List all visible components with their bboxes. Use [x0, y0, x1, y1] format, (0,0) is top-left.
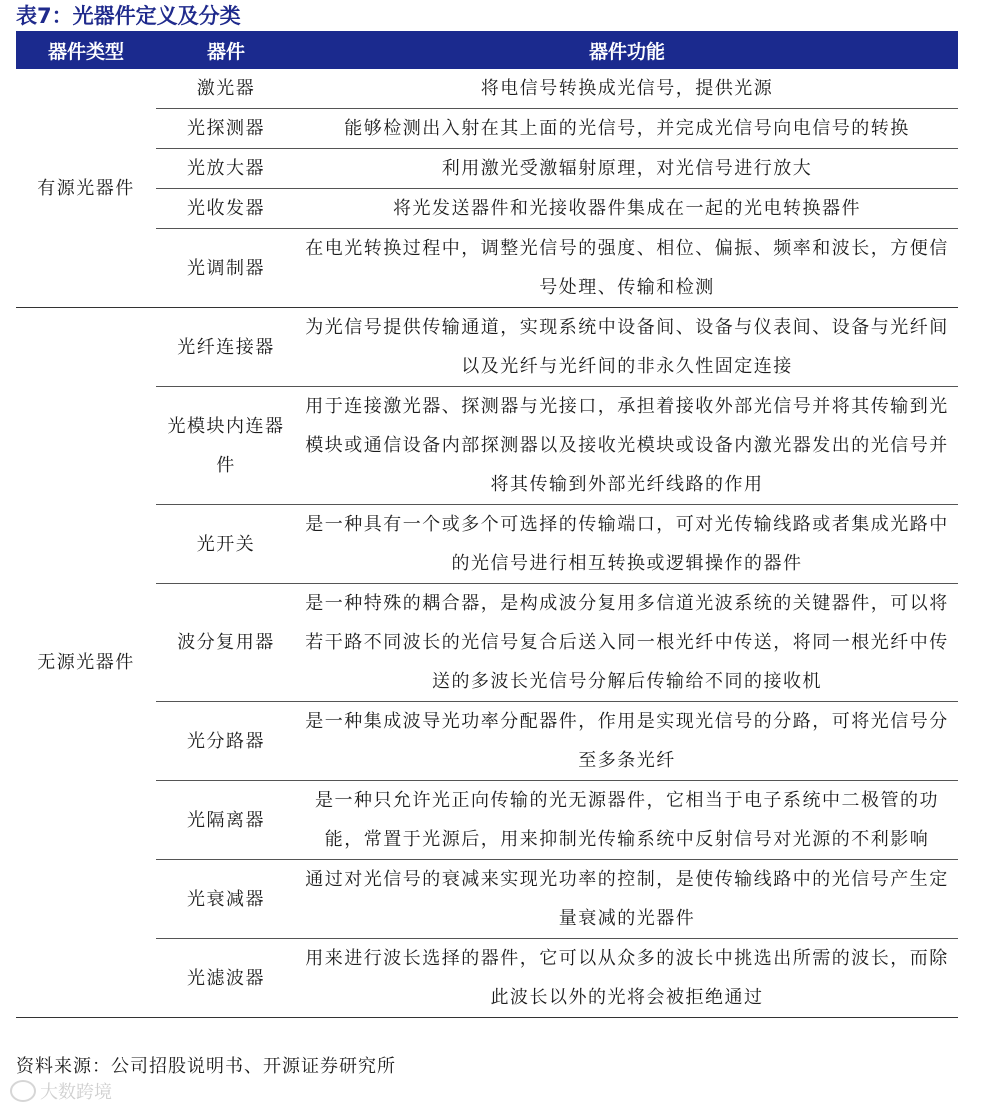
table-row [16, 387, 958, 505]
device-function-cell: 是一种只允许光正向传输的光无源器件，它相当于电子系统中二极管的功能，常置于光源后，用来抑制光传输系统中反射信号对光源的不利影响 [296, 781, 958, 860]
table-row [16, 308, 958, 387]
device-function-cell: 是一种具有一个或多个可选择的传输端口，可对光传输线路或者集成光路中的光信号进行相互转换或逻辑操作的器件 [296, 505, 958, 584]
device-function-cell: 将电信号转换成光信号，提供光源 [296, 69, 958, 109]
watermark-text: 大数跨境 [40, 1082, 112, 1103]
source-note: 资料来源：公司招股说明书、开源证券研究所 [16, 1056, 396, 1077]
header-device-type: 器件类型 [16, 31, 156, 69]
header-device: 器件 [156, 31, 296, 69]
table-row [16, 702, 958, 781]
device-type-cell: 无源光器件 [16, 308, 156, 1018]
table-row [16, 149, 958, 189]
device-function-cell: 是一种集成波导光功率分配器件，作用是实现光信号的分路，可将光信号分至多条光纤 [296, 702, 958, 781]
device-name-cell: 光纤连接器 [156, 308, 296, 387]
table-row [16, 69, 958, 109]
table-row [16, 505, 958, 584]
device-name-cell: 激光器 [156, 69, 296, 109]
device-type-cell: 有源光器件 [16, 69, 156, 308]
device-name-cell: 光调制器 [156, 229, 296, 308]
device-name-cell: 光放大器 [156, 149, 296, 189]
device-function-cell: 将光发送器件和光接收器件集成在一起的光电转换器件 [296, 189, 958, 229]
table-row [16, 939, 958, 1018]
table-row [16, 229, 958, 308]
table-row [16, 860, 958, 939]
device-name-cell: 光隔离器 [156, 781, 296, 860]
table-row [16, 189, 958, 229]
device-table [16, 31, 958, 1018]
table-body [16, 69, 958, 1018]
device-name-cell: 光模块内连器件 [156, 387, 296, 505]
device-name-cell: 光探测器 [156, 109, 296, 149]
device-function-cell: 利用激光受激辐射原理，对光信号进行放大 [296, 149, 958, 189]
device-function-cell: 是一种特殊的耦合器，是构成波分复用多信道光波系统的关键器件，可以将若干路不同波长的光信号复合后送入同一根光纤中传送，将同一根光纤中传送的多波长光信号分解后传输给不同的接收机 [296, 584, 958, 702]
watermark-logo-icon [10, 1080, 36, 1102]
device-function-cell: 能够检测出入射在其上面的光信号，并完成光信号向电信号的转换 [296, 109, 958, 149]
device-function-cell: 在电光转换过程中，调整光信号的强度、相位、偏振、频率和波长，方便信号处理、传输和检测 [296, 229, 958, 308]
table-row [16, 584, 958, 702]
device-name-cell: 光开关 [156, 505, 296, 584]
watermark [10, 1078, 112, 1104]
device-name-cell: 波分复用器 [156, 584, 296, 702]
table-row [16, 109, 958, 149]
device-function-cell: 为光信号提供传输通道，实现系统中设备间、设备与仪表间、设备与光纤间以及光纤与光纤间的非永久性固定连接 [296, 308, 958, 387]
device-name-cell: 光分路器 [156, 702, 296, 781]
device-function-cell: 用来进行波长选择的器件，它可以从众多的波长中挑选出所需的波长，而除此波长以外的光将会被拒绝通过 [296, 939, 958, 1018]
device-name-cell: 光滤波器 [156, 939, 296, 1018]
table-row [16, 781, 958, 860]
device-name-cell: 光收发器 [156, 189, 296, 229]
device-name-cell: 光衰减器 [156, 860, 296, 939]
device-function-cell: 用于连接激光器、探测器与光接口，承担着接收外部光信号并将其传输到光模块或通信设备内部探测器以及接收光模块或设备内激光器发出的光信号并将其传输到外部光纤线路的作用 [296, 387, 958, 505]
table-header [16, 31, 958, 69]
device-function-cell: 通过对光信号的衰减来实现光功率的控制，是使传输线路中的光信号产生定量衰减的光器件 [296, 860, 958, 939]
header-device-function: 器件功能 [296, 31, 958, 69]
table-title: 表7：光器件定义及分类 [16, 4, 241, 28]
